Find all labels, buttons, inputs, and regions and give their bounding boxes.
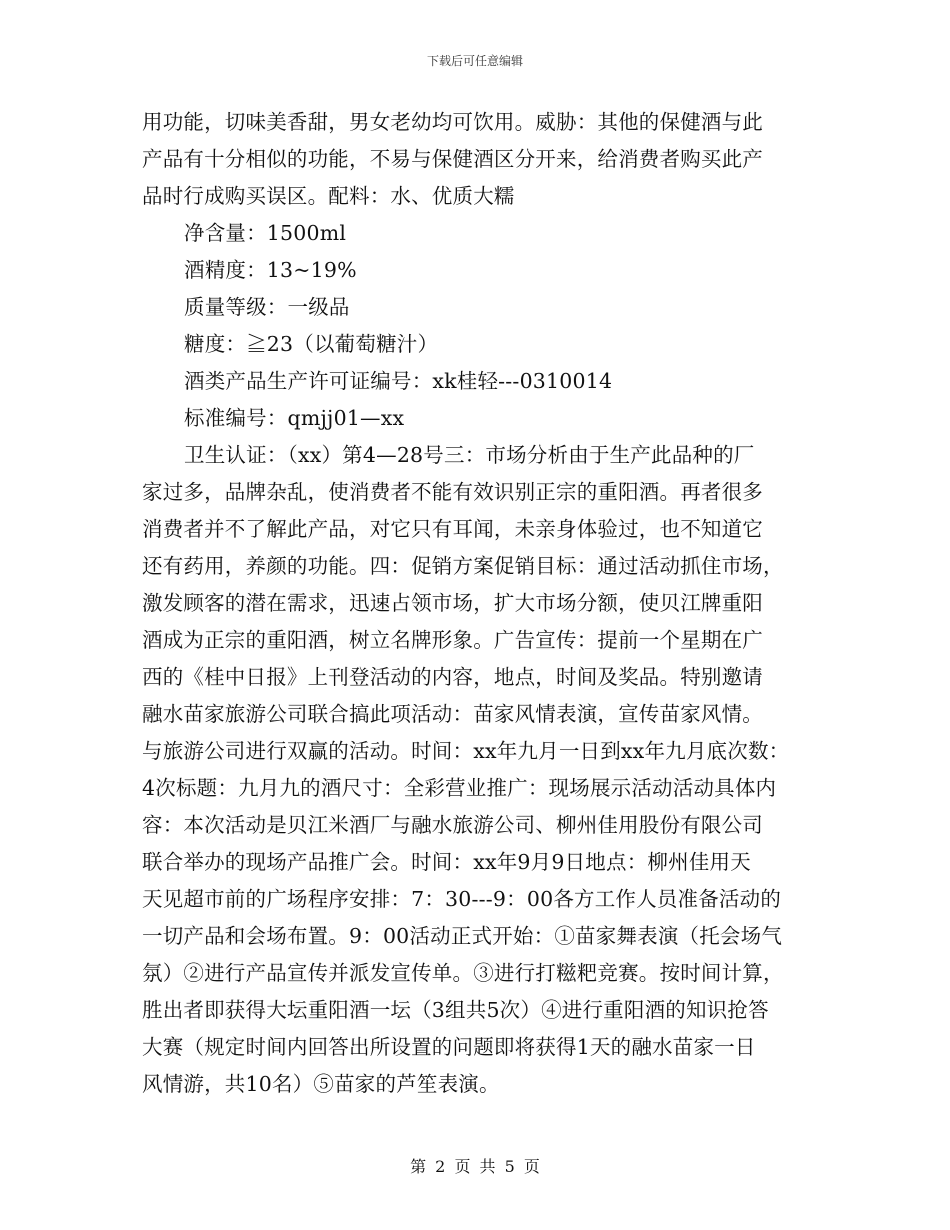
text-line: 品时行成购买误区。配料：水、优质大糯 — [142, 184, 515, 208]
spec-alcohol: 酒精度：13~19% — [184, 258, 357, 282]
text-line: 产品有十分相似的功能，不易与保健酒区分开来，给消费者购买此产 — [142, 147, 763, 171]
text-line: 4次标题：九月九的酒尺寸：全彩营业推广：现场展示活动活动具体内 — [142, 776, 777, 800]
text-line: 消费者并不了解此产品，对它只有耳闻，未亲身体验过，也不知道它 — [142, 517, 763, 541]
spec-sugar: 糖度：≧23（以葡萄糖汁） — [184, 332, 439, 356]
spec-quality-grade: 质量等级：一级品 — [184, 295, 350, 319]
text-line: 天见超市前的广场程序安排：7：30---9：00各方工作人员准备活动的 — [142, 887, 782, 911]
page-number-footer: 第 2 页 共 5 页 — [410, 1157, 540, 1176]
spec-net-content: 净含量：1500ml — [184, 221, 347, 245]
text-line: 胜出者即获得大坛重阳酒一坛（3组共5次）④进行重阳酒的知识抢答 — [142, 998, 769, 1022]
text-line: 西的《桂中日报》上刊登活动的内容，地点，时间及奖品。特别邀请 — [142, 665, 763, 689]
text-line: 联合举办的现场产品推广会。时间：xx年9月9日地点：柳州佳用天 — [142, 850, 751, 874]
text-line: 用功能，切味美香甜，男女老幼均可饮用。威胁：其他的保健酒与此 — [142, 110, 763, 134]
text-line: 家过多，品牌杂乱，使消费者不能有效识别正宗的重阳酒。再者很多 — [142, 480, 763, 504]
text-line: 还有药用，养颜的功能。四：促销方案促销目标：通过活动抓住市场， — [142, 554, 784, 578]
text-line: 风情游，共10名）⑤苗家的芦笙表演。 — [142, 1072, 500, 1096]
text-line: 一切产品和会场布置。9：00活动正式开始：①苗家舞表演（托会场气 — [142, 924, 783, 948]
spec-license-number: 酒类产品生产许可证编号：xk桂轻---0310014 — [184, 369, 613, 393]
document-body — [142, 104, 832, 1103]
page-header: 下载后可任意编辑 — [426, 54, 523, 68]
text-line: 大赛（规定时间内回答出所设置的问题即将获得1天的融水苗家一日 — [142, 1035, 756, 1059]
text-line: 融水苗家旅游公司联合搞此项活动：苗家风情表演，宣传苗家风情。 — [142, 702, 763, 726]
text-line: 卫生认证：（xx）第4—28号三：市场分析由于生产此品种的厂 — [184, 443, 755, 467]
text-line: 酒成为正宗的重阳酒，树立名牌形象。广告宣传：提前一个星期在广 — [142, 628, 763, 652]
text-line: 容：本次活动是贝江米酒厂与融水旅游公司、柳州佳用股份有限公司 — [142, 813, 763, 837]
text-line: 激发顾客的潜在需求，迅速占领市场，扩大市场分额，使贝江牌重阳 — [142, 591, 763, 615]
text-line: 氛）②进行产品宣传并派发宣传单。③进行打糍粑竞赛。按时间计算， — [142, 961, 784, 985]
text-line: 与旅游公司进行双赢的活动。时间：xx年九月一日到xx年九月底次数： — [142, 739, 790, 763]
spec-standard-number: 标准编号：qmjj01—xx — [184, 406, 405, 430]
